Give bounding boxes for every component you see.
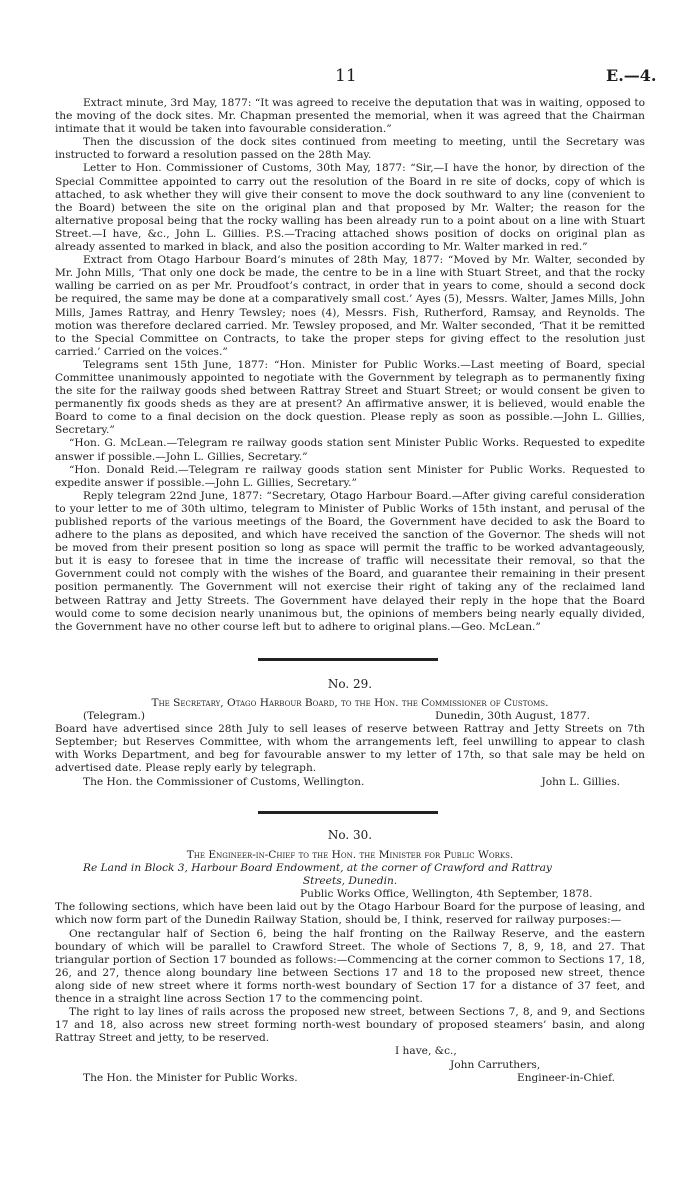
telegram-label: (Telegram.) — [83, 710, 146, 723]
telegram-line — [55, 710, 645, 723]
addressee-line — [55, 1072, 645, 1085]
re-line — [55, 862, 645, 875]
paragraph: “Hon. G. McLean.—Telegram re railway goods station sent Minister Public Works. Requested to expedite answer if possible.—John L. Gillies, Secretary.” — [55, 437, 645, 463]
section-no30 — [55, 849, 645, 1085]
signer-title: Engineer-in-Chief. — [516, 1071, 615, 1084]
paragraph: Then the discussion of the dock sites continued from meeting to meeting, until the Secretary was instructed to forward a resolution passed on the 28th May. — [55, 136, 645, 162]
re-line — [55, 875, 645, 888]
section-title-no29: No. 29. — [327, 677, 373, 691]
place-date: Dunedin, 30th August, 1877. — [435, 710, 590, 723]
signature: John L. Gillies. — [541, 775, 620, 788]
re-line-2: Streets, Dunedin. — [302, 875, 398, 888]
letter-heading: The Engineer-in-Chief to the Hon. the Minister for Public Works. — [186, 849, 514, 861]
re-line-1: Re Land in Block 3, Harbour Board Endowment, at the corner of Crawford and Rattray — [83, 862, 552, 875]
document-code: E.—4. — [606, 66, 657, 85]
letter-heading: The Secretary, Otago Harbour Board, to the Hon. the Commissioner of Customs. — [151, 697, 549, 709]
paragraph: The following sections, which have been laid out by the Otago Harbour Board for the purpose of leasing, and which now form part of the Dunedin Railway Station, should be, I think, reserved for railway purposes:— — [55, 901, 645, 927]
page-number: 11 — [335, 66, 357, 86]
addressee: The Hon. the Minister for Public Works. — [83, 1071, 298, 1084]
place-date: Public Works Office, Wellington, 4th September, 1878. — [300, 888, 593, 901]
addressee: The Hon. the Commissioner of Customs, Wellington. — [83, 775, 365, 788]
paragraph: Board have advertised since 28th July to sell leases of reserve between Rattray and Jetty Streets on 7th September; but Reserves Committee, with whom the arrangements left, feel unwilling to appear to clash with Works Department, and beg for favourable answer to my letter of 17th, so that sale may be held on advertised date. Please reply early by telegraph. — [55, 723, 645, 775]
paragraph: One rectangular half of Section 6, being the half fronting on the Railway Reserve, and the eastern boundary of which will be parallel to Crawford Street. The whole of Sections 7, 8, 9, 18, and 27. That triangular portion of Section 17 bounded as follows:—Commencing at the corner common to Sections 17, 18, 26, and 27, thence along boundary line between Sections 17 and 18 to the proposed new street, thence along side of new street where it forms north-west boundary of Section 17 for a distance of 37 feet, and thence in a straight line across Section 17 to the commencing point. — [55, 927, 645, 1006]
paragraph: Extract minute, 3rd May, 1877: “It was agreed to receive the deputation that was in waiting, opposed to the moving of the dock sites. Mr. Chapman presented the memorial, when it was agreed that the Chairman intimate that it would be taken into favourable consideration.” — [55, 97, 645, 136]
closing: I have, &c., — [395, 1045, 457, 1058]
section-divider — [258, 658, 438, 661]
paragraph: Extract from Otago Harbour Board’s minutes of 28th May, 1877: “Moved by Mr. Walter, seconded by Mr. John Mills, ‘That only one dock be made, the centre to be in a line with Stuart Street, and that the rocky walling be carried on as per Mr. Proudfoot’s contract, in order that in years to come, should a second dock be required, the same may be done at a comparatively small cost.’ Ayes (5), Messrs. Walter, James Mills, John Mills, James Rattray, and Henry Tewsley; noes (4), Messrs. Fish, Rutherford, Ramsay, and Reynolds. The motion was therefore declared carried. Mr. Tewsley proposed, and Mr. Walter seconded, ‘That it be remitted to the Special Committee on Contracts, to take the proper steps for giving effect to the resolution just carried.’ Carried on the voices.” — [55, 254, 645, 358]
addressee-line — [55, 776, 645, 789]
paragraph: Letter to Hon. Commissioner of Customs, 30th May, 1877: “Sir,—I have the honor, by direction of the Special Committee appointed to carry out the resolution of the Board in re site of docks, copy of which is attached, to ask whether they will give their consent to move the dock southward to any line (convenient to the Board) between the site on the original plan and that proposed by Mr. Walter; the reason for the alternative proposal being that the rocky walling has been already run to a point about on a line with Stuart Street.—I have, &c., John L. Gillies. P.S.—Tracing attached shows position of docks on original plan as already assented to marked in black, and also the position according to Mr. Walter marked in red.” — [55, 162, 645, 254]
paragraph: “Hon. Donald Reid.—Telegram re railway goods station sent Minister for Public Works. Requested to expedite answer if possible.—John L. Gillies, Secretary.” — [55, 463, 645, 489]
paragraph: Reply telegram 22nd June, 1877: “Secretary, Otago Harbour Board.—After giving careful consideration to your letter to me of 30th ultimo, telegram to Minister of Public Works of 15th instant, and perusal of the published reports of the various meetings of the Board, the Government have decided to ask the Board to adhere to the plans as deposited, and which have received the sanction of the Governor. The sheds will not be moved from their present position so long as space will permit the traffic to be worked advantageously, but it is easy to foresee that in time the increase of traffic will necessitate their removal, so that the Government could not comply with the wishes of the Board, and guarantee their remaining in their present position permanently. The Government will not exercise their right of taking any of the reclaimed land between Rattray and Jetty Streets. The Government have delayed their reply in the hope that the Board would come to some decision nearly unanimous but, the opinions of members being nearly equally divided, the Government have no other course left but to adhere to original plans.—Geo. McLean.” — [55, 489, 645, 633]
signer: John Carruthers, — [450, 1058, 541, 1071]
correspondence-body — [55, 97, 645, 634]
section-no29 — [55, 697, 645, 789]
section-divider — [258, 811, 438, 814]
paragraph: The right to lay lines of rails across the proposed new street, between Sections 7, 8, and 9, and Sections 17 and 18, also across new street forming north-west boundary of proposed steamers’ basin, and along Rattray Street and jetty, to be reserved. — [55, 1006, 645, 1045]
section-title-no30: No. 30. — [327, 828, 373, 842]
paragraph: Telegrams sent 15th June, 1877: “Hon. Minister for Public Works.—Last meeting of Board, special Committee unanimously appointed to negotiate with the Government by telegraph as to permanently fixing the site for the railway goods shed between Rattray Street and Stuart Street; or would consent be given to permanently fix goods sheds as they are at present? An affirmative answer, it is believed, would enable the Board to come to a final decision on the dock question. Please reply as soon as possible.—John L. Gillies, Secretary.” — [55, 358, 645, 437]
